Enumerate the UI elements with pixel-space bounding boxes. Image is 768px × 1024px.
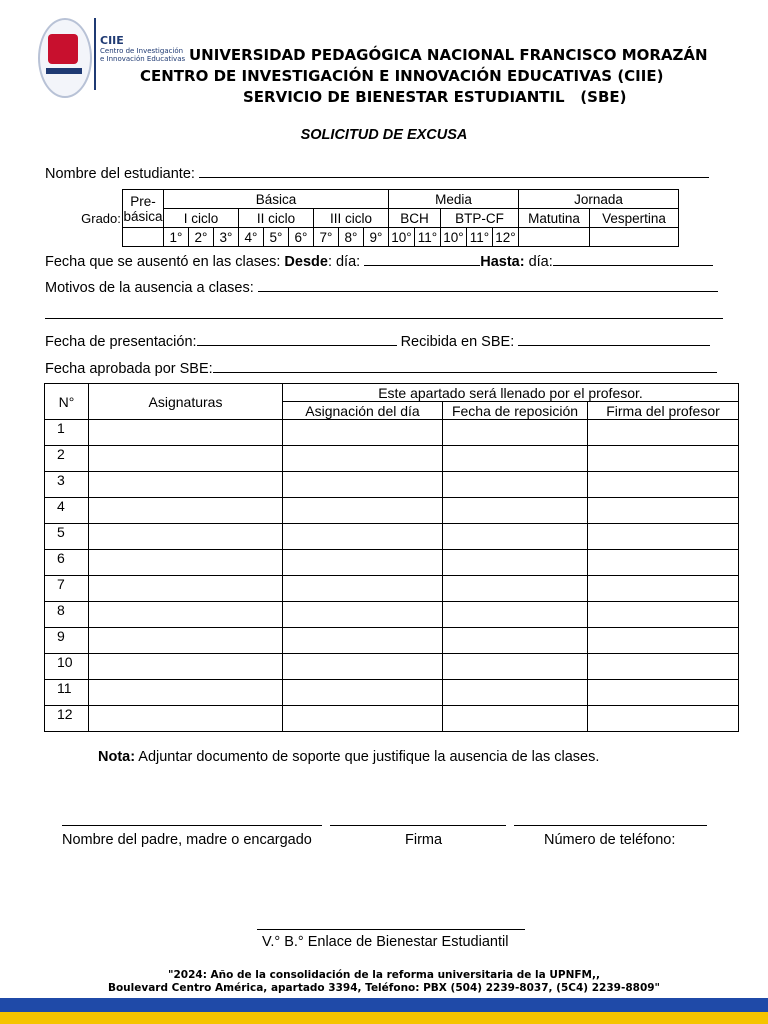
table-row [45,628,739,654]
prebasica-check[interactable] [123,228,164,247]
table-row [45,680,739,706]
teacher-section-header: Este apartado será llenado por el profesor. [283,384,739,402]
subject-cell[interactable] [89,576,283,602]
footer-yellow-band [0,1012,768,1024]
signature-cell[interactable] [588,446,739,472]
motivos-row [45,277,718,296]
prebasica-line2: básica [123,208,163,224]
subject-cell[interactable] [89,654,283,680]
assignment-cell[interactable] [283,706,443,732]
ciclo-1-header: I ciclo [164,209,239,228]
desde-dia-label: : día: [327,254,361,270]
makeup-date-cell[interactable] [443,472,588,498]
signature-cell[interactable] [588,524,739,550]
table-row [45,446,739,472]
grade-cell[interactable]: 11° [415,228,441,247]
parent-name-label: Nombre del padre, madre o encargado [62,832,312,848]
grade-cell[interactable]: 2° [189,228,214,247]
student-name-row [45,163,709,182]
assignment-cell[interactable] [283,550,443,576]
btp-header: BTP-CF [441,209,519,228]
subject-cell[interactable] [89,498,283,524]
signature-cell[interactable] [588,576,739,602]
signature-cell[interactable] [588,706,739,732]
makeup-date-cell[interactable] [443,550,588,576]
recibida-field[interactable] [518,331,710,346]
subjects-table [44,383,739,732]
assignment-cell[interactable] [283,446,443,472]
aprobada-field[interactable] [213,358,717,373]
subject-cell[interactable] [89,472,283,498]
parent-signature-line[interactable] [62,825,322,826]
student-name-label: Nombre del estudiante: [45,166,195,182]
absence-label: Fecha que se ausentó en las clases: [45,254,281,270]
matutina-check[interactable] [519,228,590,247]
signature-cell[interactable] [588,602,739,628]
table-row [45,420,739,446]
row-number: 8 [45,602,89,628]
ciie-subtext-line1: Centro de Investigación [100,47,184,55]
recibida-label: Recibida en SBE: [400,334,515,350]
row-number: 3 [45,472,89,498]
makeup-date-cell[interactable] [443,498,588,524]
subject-cell[interactable] [89,602,283,628]
assignment-cell[interactable] [283,524,443,550]
header-university: UNIVERSIDAD PEDAGÓGICA NACIONAL FRANCISCO MORAZÁN [189,46,708,64]
subject-cell[interactable] [89,420,283,446]
vespertina-check[interactable] [590,228,679,247]
footer-line1: "2024: Año de la consolidación de la reforma universitaria de la UPNFM,, [168,969,600,981]
hasta-label: Hasta: [480,254,525,270]
grade-cell[interactable]: 7° [314,228,339,247]
table-row [45,498,739,524]
ciie-logo-text: CIIE [100,34,124,47]
col-assignment-header: Asignación del día [283,402,443,420]
aprobada-row [45,358,717,377]
nota-row [98,749,599,765]
makeup-date-cell[interactable] [443,524,588,550]
col-subject-header: Asignaturas [89,384,283,420]
makeup-date-cell[interactable] [443,680,588,706]
makeup-date-cell[interactable] [443,654,588,680]
subject-cell[interactable] [89,446,283,472]
grade-cell[interactable]: 6° [289,228,314,247]
basica-header: Básica [164,190,389,209]
col-teacher-signature-header: Firma del profesor [588,402,739,420]
table-row [45,602,739,628]
footer-blue-band [0,998,768,1012]
grade-cell[interactable]: 3° [214,228,239,247]
grade-cell[interactable]: 1° [164,228,189,247]
grade-cell[interactable]: 9° [364,228,389,247]
makeup-date-cell[interactable] [443,706,588,732]
table-row [45,472,739,498]
col-number-header: N° [45,384,89,420]
desde-label: Desde [284,254,328,270]
desde-field[interactable] [364,251,480,266]
bch-header: BCH [389,209,441,228]
signature-cell[interactable] [588,498,739,524]
grade-cell[interactable]: 12° [493,228,519,247]
absence-row [45,251,713,270]
header-service: SERVICIO DE BIENESTAR ESTUDIANTIL (SBE) [243,88,627,106]
vobo-signature-line[interactable] [257,929,525,930]
vespertina-header: Vespertina [590,209,679,228]
hasta-dia-label: día: [524,254,553,270]
ciclo-2-header: II ciclo [239,209,314,228]
ciie-logo-subtext [100,47,185,63]
signature-cell[interactable] [588,654,739,680]
assignment-cell[interactable] [283,602,443,628]
signature-cell[interactable] [588,628,739,654]
row-number: 11 [45,680,89,706]
col-makeup-date-header: Fecha de reposición [443,402,588,420]
phone-signature-line[interactable] [514,825,707,826]
seal-band [46,68,82,74]
hasta-field[interactable] [553,251,713,266]
makeup-date-cell[interactable] [443,576,588,602]
vobo-label: V.° B.° Enlace de Bienestar Estudiantil [262,934,509,950]
presentacion-row [45,331,710,350]
subject-cell[interactable] [89,680,283,706]
motivos-field-line2[interactable] [45,318,723,319]
row-number: 6 [45,550,89,576]
motivos-field[interactable] [258,277,718,292]
assignment-cell[interactable] [283,680,443,706]
grade-cell[interactable]: 8° [339,228,364,247]
media-header: Media [389,190,519,209]
aprobada-label: Fecha aprobada por SBE: [45,361,213,377]
prebasica-header [123,190,164,228]
footer-line2: Boulevard Centro América, apartado 3394, Teléfono: PBX (504) 2239-8037, (5C4) 2239-8809" [107,982,661,994]
row-number: 9 [45,628,89,654]
logo-divider [94,18,96,90]
matutina-header: Matutina [519,209,590,228]
firma-label: Firma [405,832,443,848]
row-number: 2 [45,446,89,472]
prebasica-line1: Pre- [130,193,156,209]
subject-cell[interactable] [89,628,283,654]
phone-label: Número de teléfono: [544,832,676,848]
row-number: 7 [45,576,89,602]
table-row [45,576,739,602]
jornada-header: Jornada [519,190,679,209]
firma-signature-line[interactable] [330,825,506,826]
form-title: SOLICITUD DE EXCUSA [300,127,468,143]
subject-cell[interactable] [89,524,283,550]
assignment-cell[interactable] [283,654,443,680]
presentacion-field[interactable] [197,331,397,346]
row-number: 5 [45,524,89,550]
ciclo-3-header: III ciclo [314,209,389,228]
grade-cell[interactable]: 10° [389,228,415,247]
subject-cell[interactable] [89,706,283,732]
assignment-cell[interactable] [283,472,443,498]
assignment-cell[interactable] [283,498,443,524]
assignment-cell[interactable] [283,576,443,602]
row-number: 10 [45,654,89,680]
row-number: 12 [45,706,89,732]
table-row [45,706,739,732]
makeup-date-cell[interactable] [443,446,588,472]
grade-cell[interactable]: 11° [467,228,493,247]
makeup-date-cell[interactable] [443,420,588,446]
grade-cell[interactable]: 5° [264,228,289,247]
table-row [45,654,739,680]
nota-label: Nota: [98,749,136,765]
assignment-cell[interactable] [283,420,443,446]
ciie-subtext-line2: e Innovación Educativas [100,55,186,63]
signature-cell[interactable] [588,550,739,576]
student-name-field[interactable] [199,163,709,178]
signature-cell[interactable] [588,680,739,706]
assignment-cell[interactable] [283,628,443,654]
grade-cell[interactable]: 4° [239,228,264,247]
header-center: CENTRO DE INVESTIGACIÓN E INNOVACIÓN EDUCATIVAS (CIIE) [140,67,664,85]
makeup-date-cell[interactable] [443,628,588,654]
signature-cell[interactable] [588,420,739,446]
grade-cell[interactable]: 10° [441,228,467,247]
row-number: 1 [45,420,89,446]
table-row [45,550,739,576]
seal-shield-icon [48,34,78,64]
makeup-date-cell[interactable] [443,602,588,628]
subject-cell[interactable] [89,550,283,576]
presentacion-label: Fecha de presentación: [45,334,197,350]
row-number: 4 [45,498,89,524]
motivos-label: Motivos de la ausencia a clases: [45,280,254,296]
nota-text: Adjuntar documento de soporte que justifique la ausencia de las clases. [135,749,600,765]
grade-table [80,189,679,247]
grado-label: Grado: [81,210,121,226]
signature-cell[interactable] [588,472,739,498]
table-row [45,524,739,550]
